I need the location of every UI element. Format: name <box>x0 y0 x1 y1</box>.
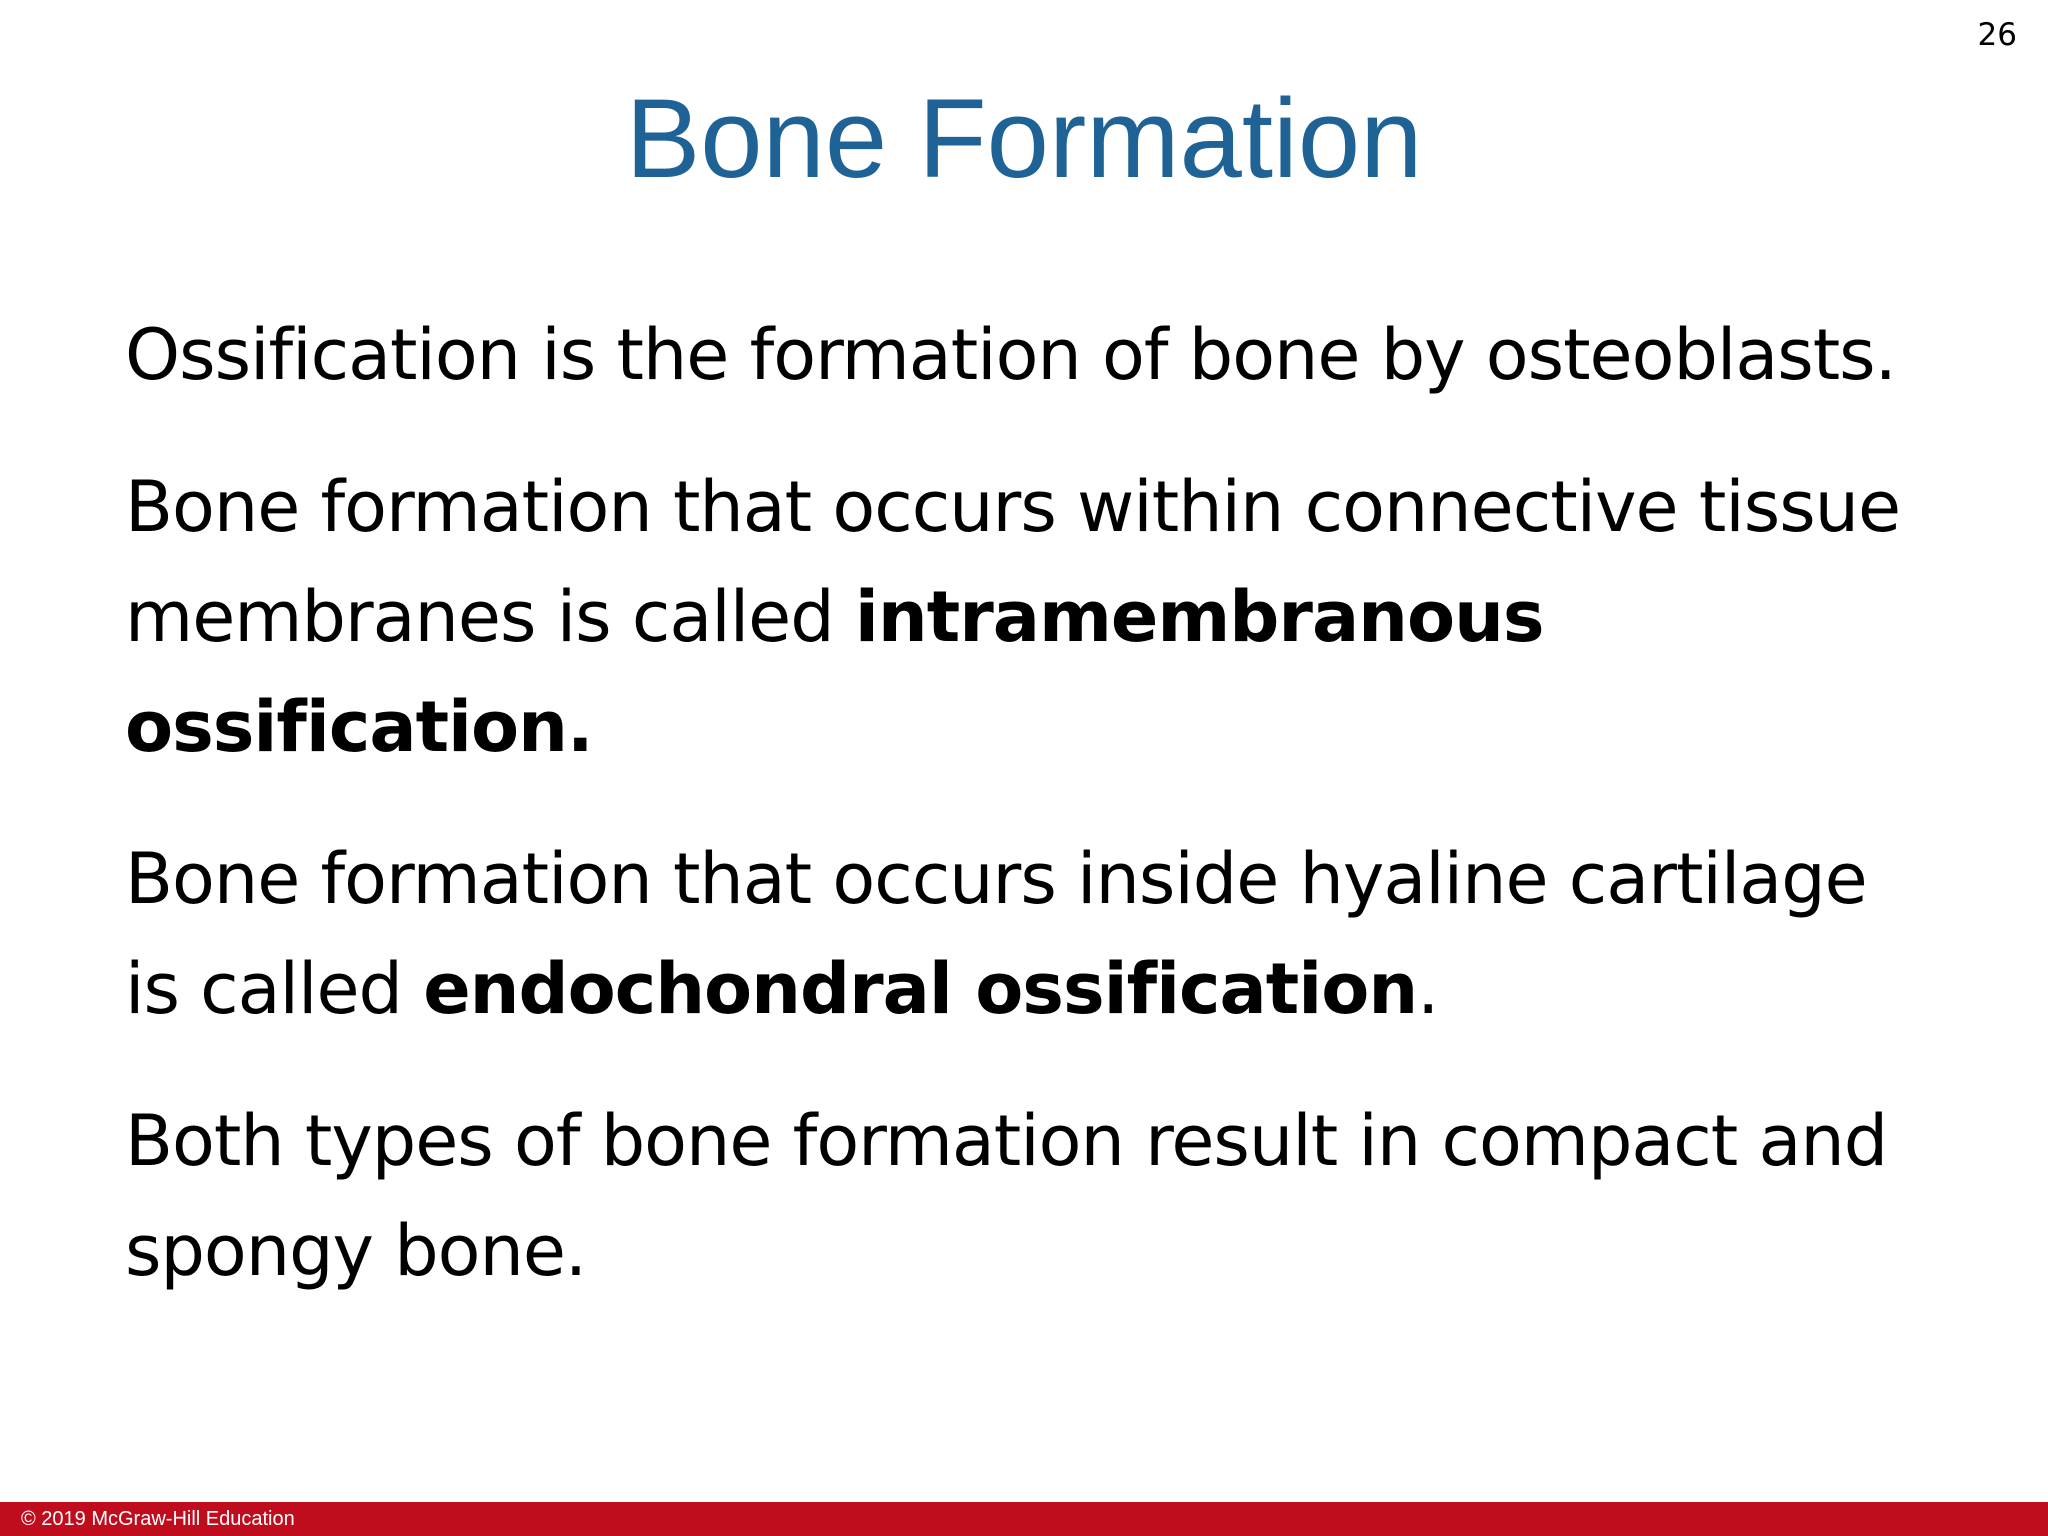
paragraph-ossification-definition <box>125 300 1925 410</box>
paragraph-text: Both types of bone formation result in compact and spongy bone. <box>125 1100 1888 1292</box>
bold-term-endochondral-ossification: endochondral ossification <box>423 948 1418 1030</box>
bold-term-intramembranous-ossification: intramembranous ossification. <box>125 576 1544 768</box>
paragraph-text: Bone formation that occurs within connective tissue membranes is called <box>125 466 1901 658</box>
paragraph-bone-types <box>125 1086 1925 1306</box>
paragraph-text: Bone formation that occurs inside hyaline cartilage is called <box>125 838 1867 1030</box>
paragraph-intramembranous <box>125 452 1925 782</box>
slide-title: Bone Formation <box>625 76 1423 201</box>
paragraph-text: Ossification is the formation of bone by osteoblasts. <box>125 314 1896 396</box>
paragraph-endochondral <box>125 824 1925 1044</box>
paragraph-text-end: . <box>1417 948 1439 1030</box>
slide-number: 26 <box>1977 17 2017 53</box>
footer-bar <box>0 1502 2048 1536</box>
footer-copyright: © 2019 McGraw-Hill Education <box>21 1508 295 1530</box>
slide-body <box>125 300 1925 1348</box>
